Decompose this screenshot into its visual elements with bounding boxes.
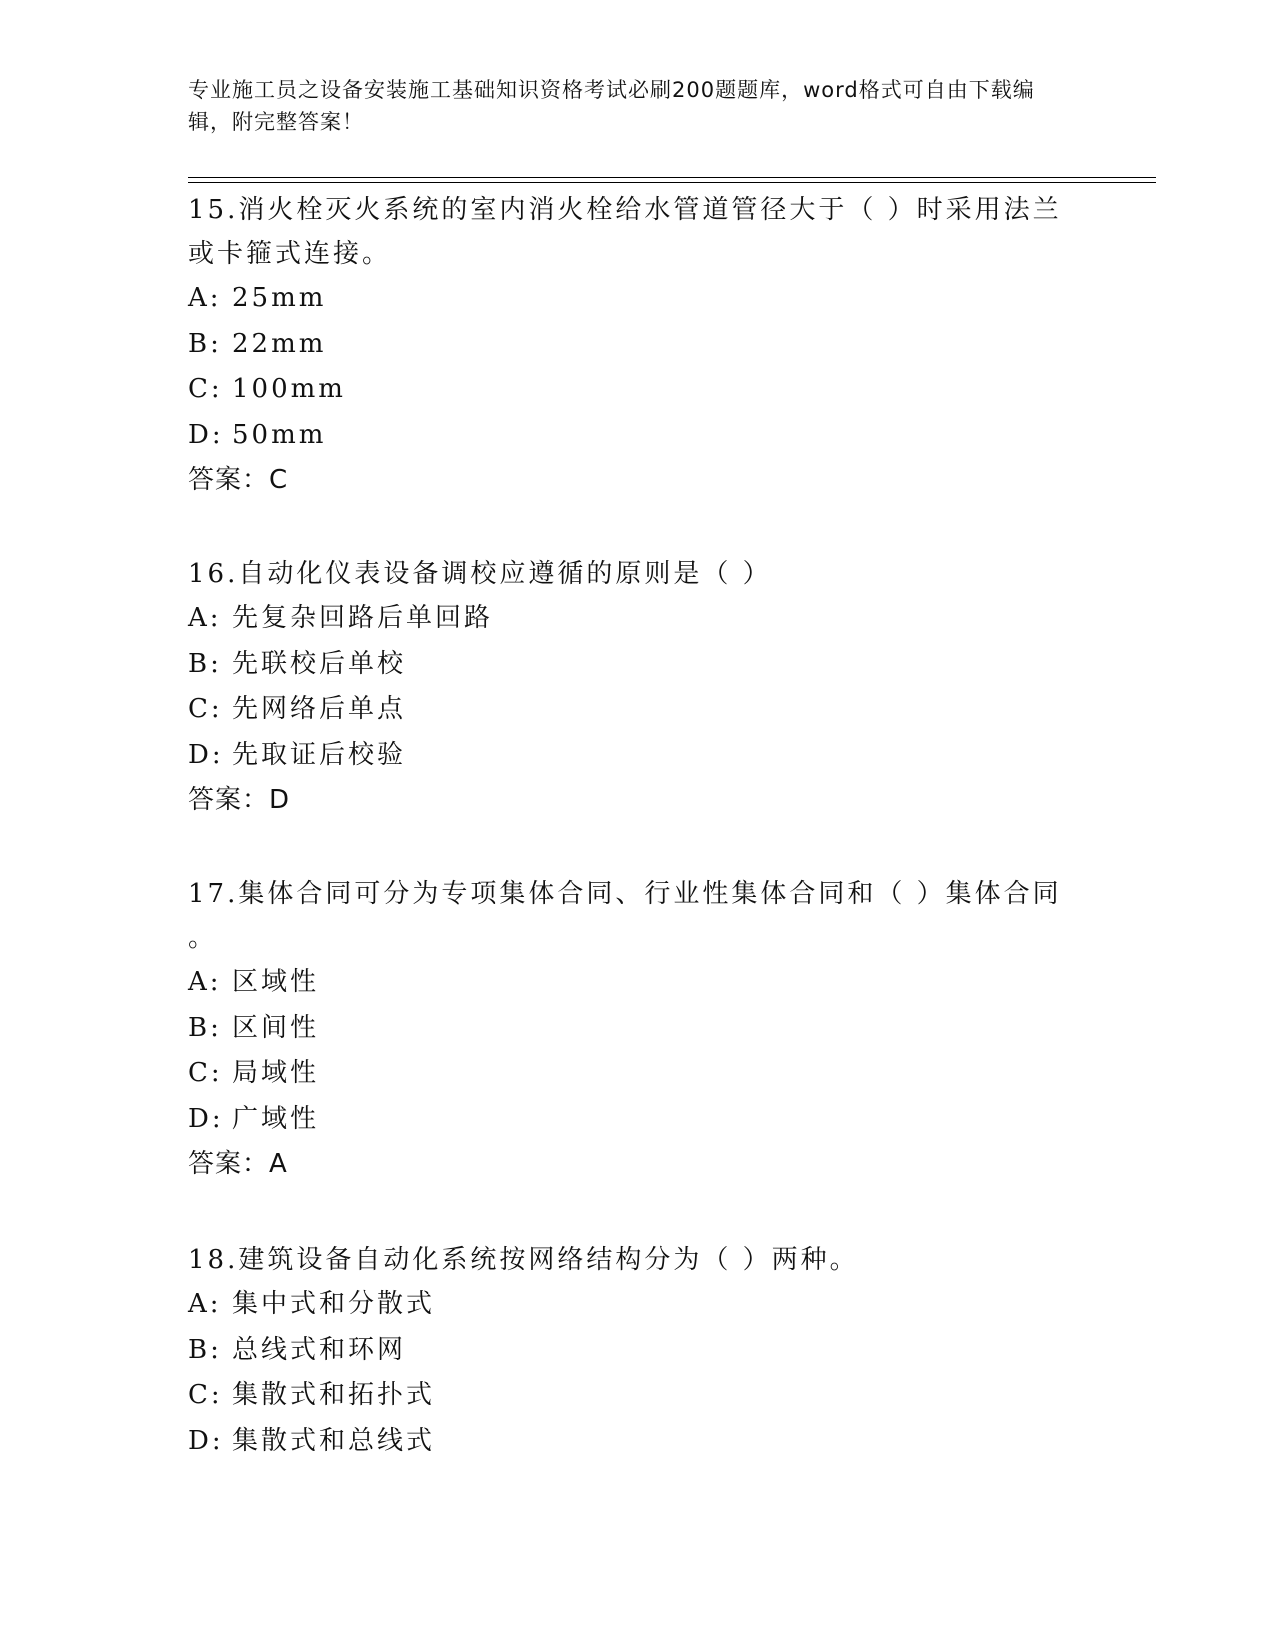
option-letter: D: — [188, 419, 224, 450]
option-b — [188, 322, 1062, 368]
option-text: 先网络后单点 — [232, 694, 407, 724]
option-text: 局域性 — [232, 1058, 320, 1088]
option-letter: A: — [188, 1289, 222, 1319]
option-text: 50mm — [232, 419, 327, 450]
question-16 — [188, 552, 772, 822]
option-text: 区间性 — [232, 1012, 320, 1043]
option-b — [188, 1328, 859, 1374]
header-divider-top — [188, 177, 1156, 178]
option-letter: B: — [188, 328, 222, 359]
option-text: 22mm — [232, 328, 327, 359]
option-text: 区域性 — [232, 967, 320, 997]
option-letter: B: — [188, 1334, 222, 1365]
option-letter: A: — [188, 283, 222, 313]
question-18 — [188, 1238, 859, 1464]
option-c — [188, 1373, 859, 1419]
question-stem-line: 。 — [188, 923, 218, 953]
option-b — [188, 1006, 1062, 1052]
option-d — [188, 733, 772, 779]
option-letter: D: — [188, 739, 224, 770]
question-stem-line: 16.自动化仪表设备调校应遵循的原则是（ ） — [188, 559, 772, 589]
document-header: 专业施工员之设备安装施工基础知识资格考试必刷200题题库，word格式可自由下载编辑，附完整答案！ — [188, 78, 1035, 134]
option-text: 集中式和分散式 — [232, 1289, 436, 1319]
option-letter: B: — [188, 648, 222, 679]
question-15 — [188, 188, 1062, 502]
option-c — [188, 367, 1062, 413]
option-c — [188, 687, 772, 733]
option-text: 100mm — [232, 374, 346, 404]
option-letter: D: — [188, 1103, 224, 1134]
option-b — [188, 642, 772, 688]
option-d — [188, 1097, 1062, 1143]
option-d — [188, 413, 1062, 459]
option-letter: B: — [188, 1012, 222, 1043]
option-a — [188, 960, 1062, 1006]
option-letter: C: — [188, 374, 223, 404]
header-divider-bottom — [188, 182, 1156, 183]
option-text: 先复杂回路后单回路 — [232, 603, 494, 633]
option-c — [188, 1051, 1062, 1097]
option-a — [188, 596, 772, 642]
option-d — [188, 1419, 859, 1465]
option-text: 广域性 — [232, 1103, 320, 1134]
question-stem-line: 或卡箍式连接。 — [188, 239, 392, 269]
option-letter: A: — [188, 967, 222, 997]
option-text: 总线式和环网 — [232, 1334, 407, 1365]
option-letter: D: — [188, 1425, 224, 1456]
option-a — [188, 276, 1062, 322]
option-letter: C: — [188, 694, 223, 724]
option-letter: A: — [188, 603, 222, 633]
answer-line: 答案：D — [188, 785, 291, 815]
option-text: 集散式和拓扑式 — [232, 1380, 436, 1410]
option-text: 集散式和总线式 — [232, 1425, 436, 1456]
answer-line: 答案：A — [188, 1149, 288, 1179]
question-stem-line: 17.集体合同可分为专项集体合同、行业性集体合同和（ ）集体合同 — [188, 879, 1062, 909]
question-stem-line: 15.消火栓灭火系统的室内消火栓给水管道管径大于（ ）时采用法兰 — [188, 195, 1062, 225]
option-text: 先取证后校验 — [232, 739, 407, 770]
option-letter: C: — [188, 1058, 223, 1088]
question-stem-line: 18.建筑设备自动化系统按网络结构分为（ ）两种。 — [188, 1245, 859, 1275]
option-text: 先联校后单校 — [232, 648, 407, 679]
option-a — [188, 1282, 859, 1328]
question-17 — [188, 872, 1062, 1186]
option-text: 25mm — [232, 283, 327, 313]
option-letter: C: — [188, 1380, 223, 1410]
answer-line: 答案：C — [188, 465, 289, 495]
